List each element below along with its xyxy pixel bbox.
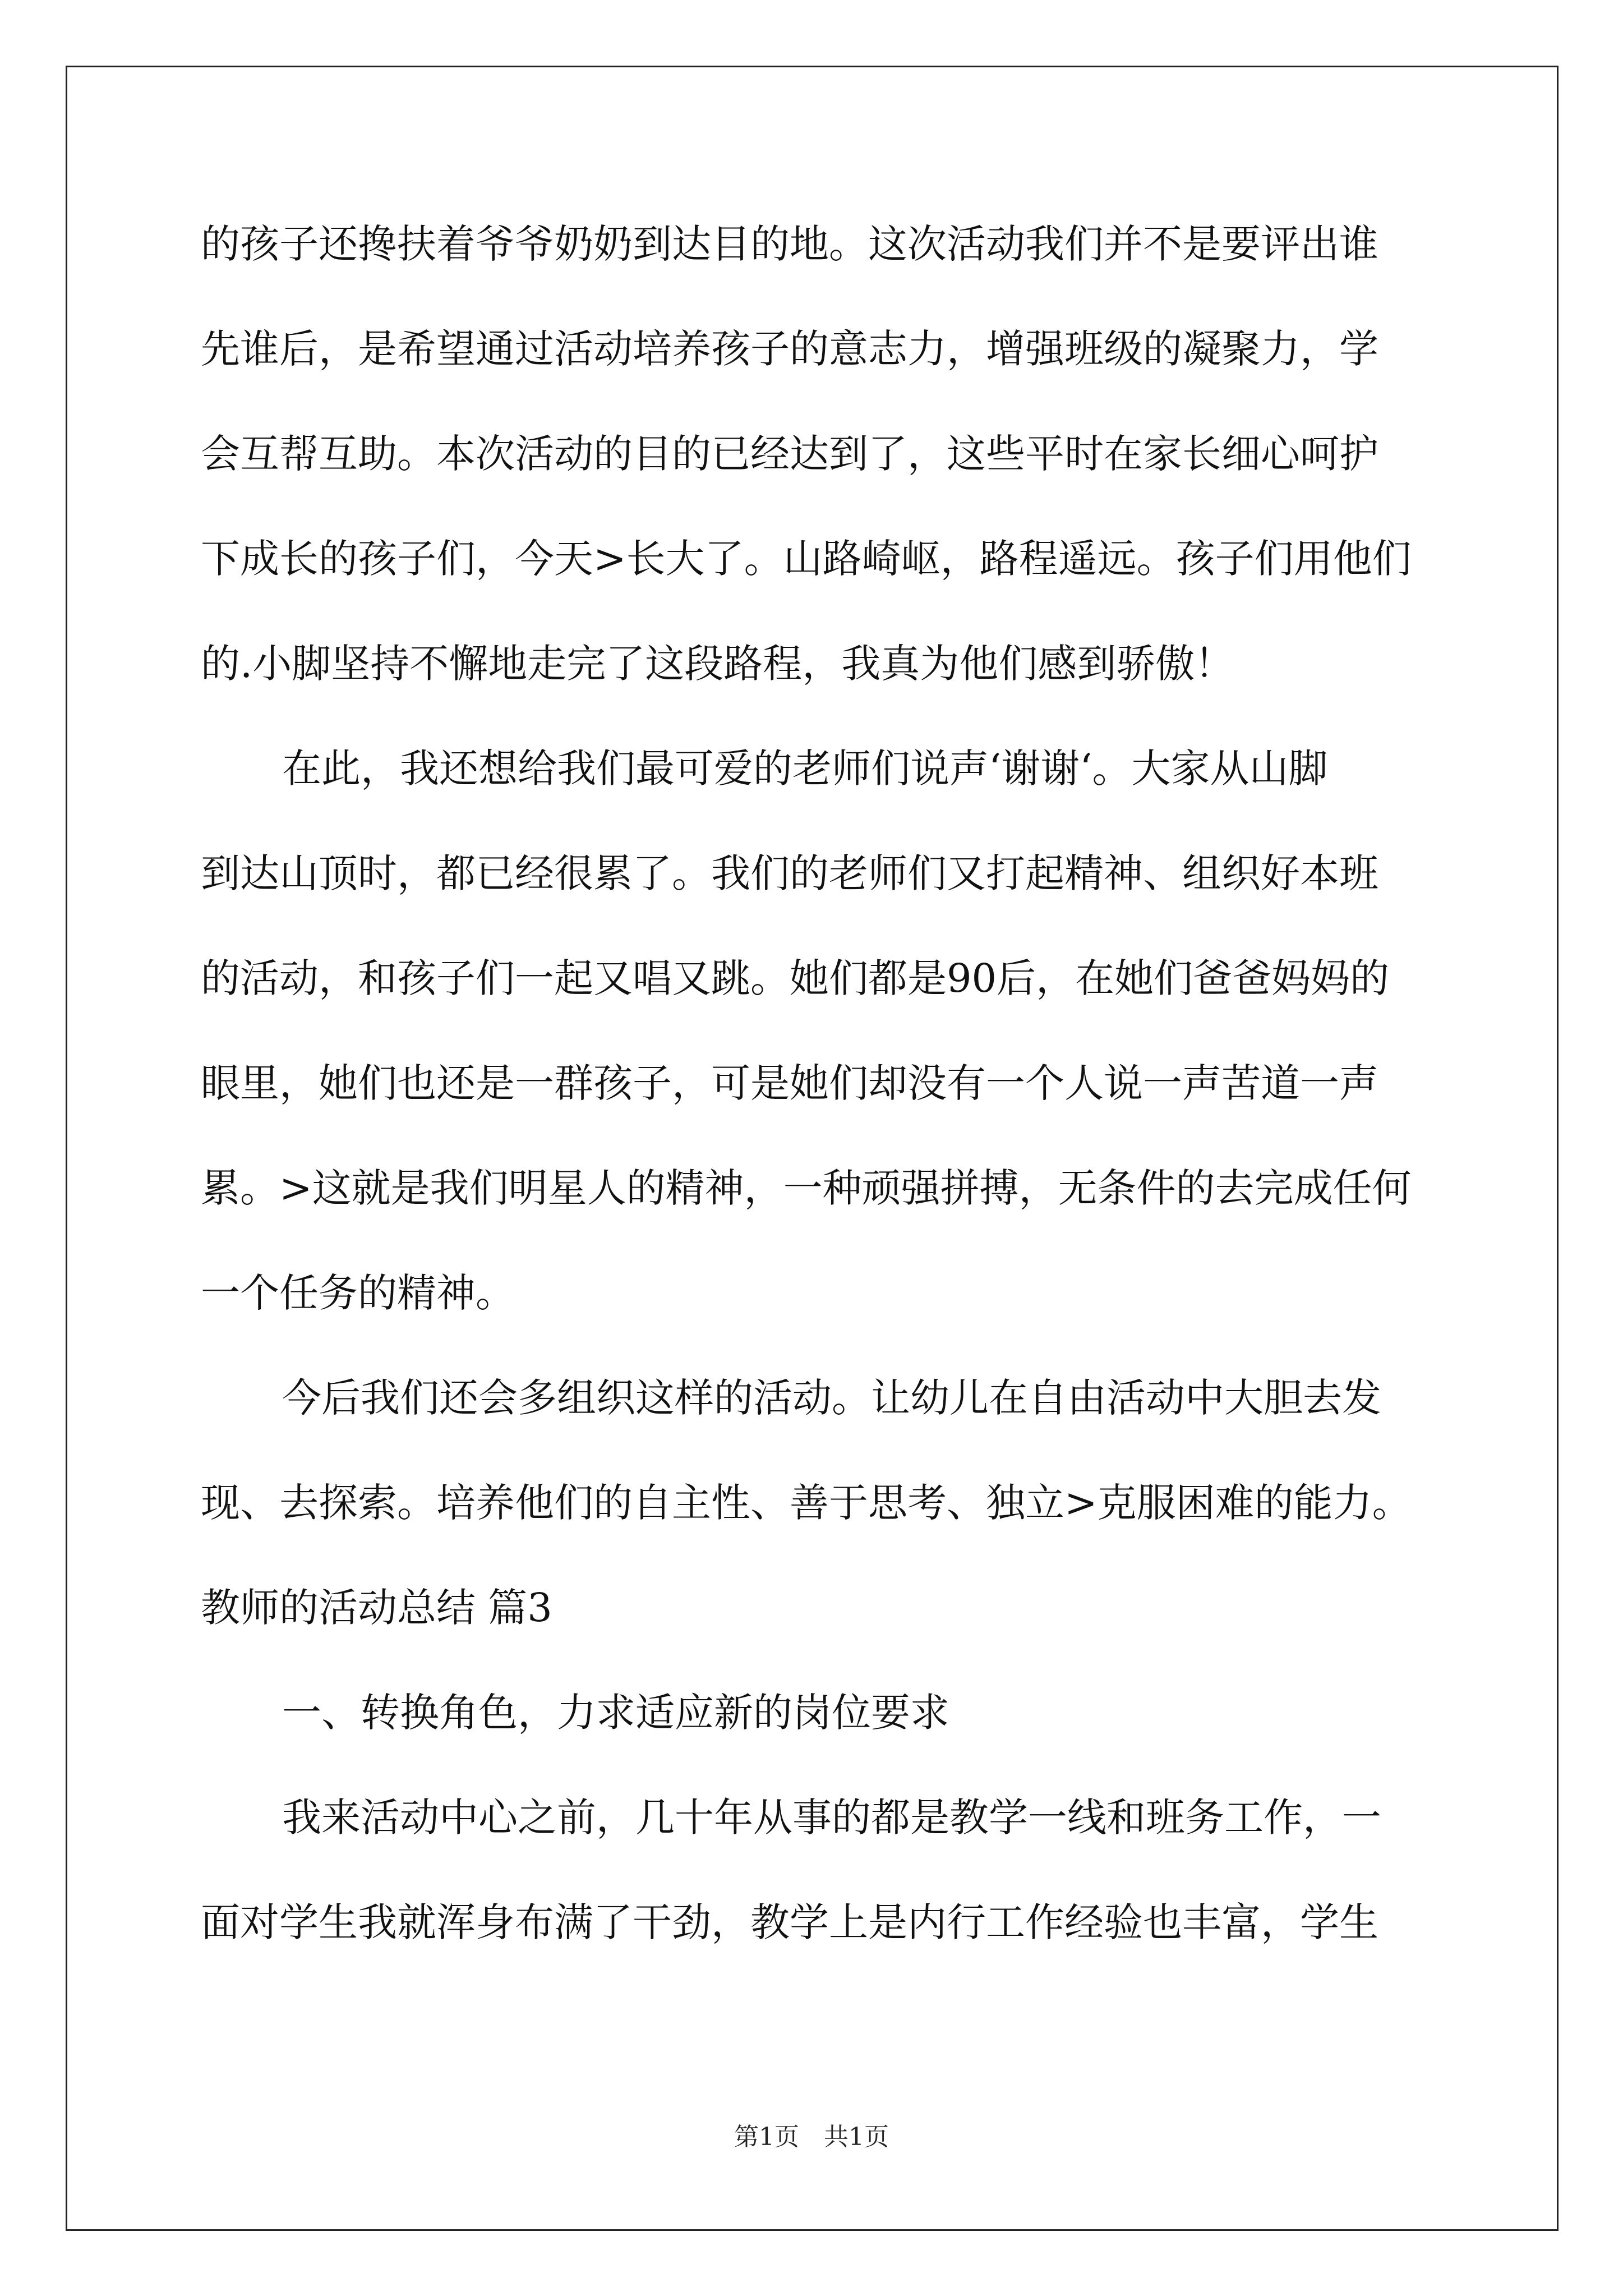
text-line: 的活动，和孩子们一起又唱又跳。她们都是90后，在她们爸爸妈妈的 xyxy=(201,955,1390,1001)
text-line: 面对学生我就浑身布满了干劲，教学上是内行工作经验也丰富，学生 xyxy=(201,1899,1378,1945)
text-line: 我来活动中心之前，几十年从事的都是教学一线和班务工作，一 xyxy=(282,1795,1381,1841)
page-footer: 第1页 共1页 xyxy=(734,2123,889,2151)
subsection-heading: 一、转换角色，力求适应新的岗位要求 xyxy=(282,1690,949,1736)
text-line: 的.小脚坚持不懈地走完了这段路程，我真为他们感到骄傲！ xyxy=(201,641,1234,687)
text-line: 会互帮互助。本次活动的目的已经达到了，这些平时在家长细心呵护 xyxy=(201,431,1378,477)
document-body xyxy=(201,213,1429,1996)
text-line: 到达山顶时，都已经很累了。我们的老师们又打起精神、组织好本班 xyxy=(201,850,1378,896)
text-line: 眼里，她们也还是一群孩子，可是她们却没有一个人说一声苦道一声 xyxy=(201,1060,1378,1106)
text-line: 一个任务的精神。 xyxy=(201,1270,515,1316)
text-line: 先谁后，是希望通过活动培养孩子的意志力，增强班级的凝聚力，学 xyxy=(201,326,1378,372)
text-line: 今后我们还会多组织这样的活动。让幼儿在自由活动中大胆去发 xyxy=(282,1375,1381,1421)
text-line: 在此，我还想给我们最可爱的老师们说声‘谢谢‘。大家从山脚 xyxy=(282,746,1328,792)
text-line: 下成长的孩子们，今天>长大了。山路崎岖，路程遥远。孩子们用他们 xyxy=(201,536,1412,582)
text-line: 的孩子还搀扶着爷爷奶奶到达目的地。这次活动我们并不是要评出谁 xyxy=(201,221,1378,267)
text-line: 累。>这就是我们明星人的精神，一种顽强拼搏，无条件的去完成任何 xyxy=(201,1165,1412,1211)
text-line: 现、去探索。培养他们的自主性、善于思考、独立>克服困难的能力。 xyxy=(201,1480,1412,1526)
section-heading: 教师的活动总结 篇3 xyxy=(201,1585,552,1631)
